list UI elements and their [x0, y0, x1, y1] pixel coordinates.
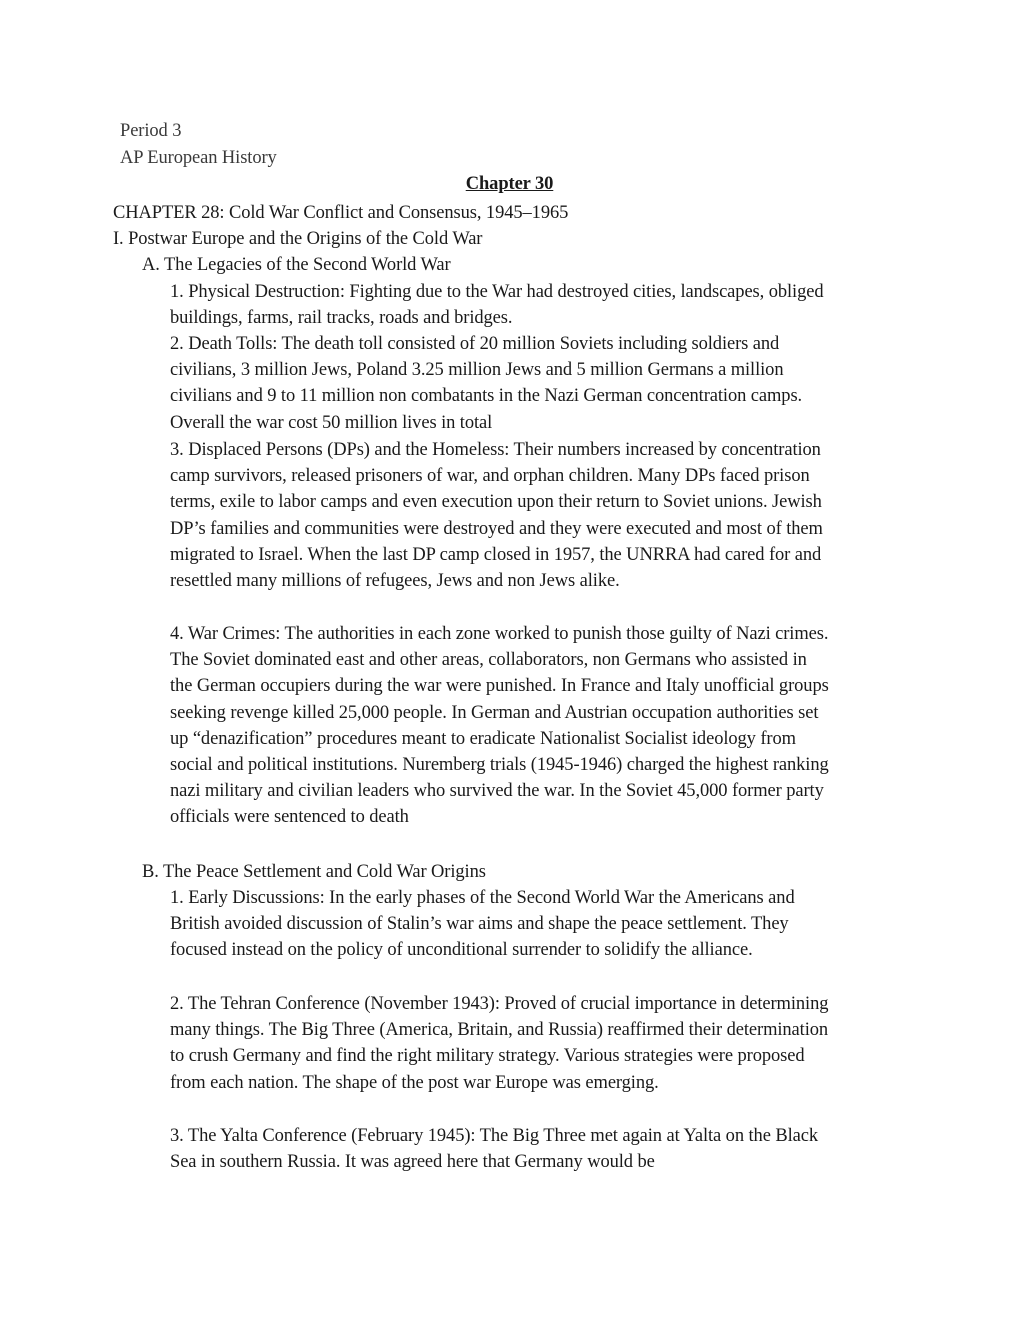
list-item: 2. The Tehran Conference (November 1943): Proved of crucial importance in determining many things. The Big Three (America, Britain, and Russia) reaffirmed their determination to crush Germany and find the right military strategy. Various strategies were proposed from each nation. The shape of the post war Europe was emerging.: [170, 994, 829, 1093]
list-item: 1. Early Discussions: In the early phases of the Second World War the Americans and British avoided discussion of Stalin’s war aims and shape the peace settlement. They focused instead on the policy of unconditional surrender to solidify the alliance.: [170, 888, 795, 961]
subsection-a-heading: A. The Legacies of the Second World War: [142, 255, 451, 275]
subsection-b-heading: B. The Peace Settlement and Cold War Origins: [142, 862, 486, 882]
chapter-heading: CHAPTER 28: Cold War Conflict and Consensus, 1945–1965: [113, 203, 569, 223]
course-label: AP European History: [120, 148, 277, 168]
document-title: Chapter 30: [465, 174, 554, 194]
list-item: 2. Death Tolls: The death toll consisted of 20 million Soviets including soldiers and civilians, 3 million Jews, Poland 3.25 million Jews and 5 million Germans a million civilians and 9 to 11 million non combatants in the Nazi German concentration camps. Overall the war cost 50 million lives in total: [170, 334, 803, 433]
section-heading: I. Postwar Europe and the Origins of the Cold War: [113, 229, 483, 249]
list-item: 3. The Yalta Conference (February 1945): The Big Three met again at Yalta on the Black Sea in southern Russia. It was agreed here that Germany would be: [170, 1126, 818, 1173]
list-item: 3. Displaced Persons (DPs) and the Homeless: Their numbers increased by concentration camp survivors, released prisoners of war, and orphan children. Many DPs faced prison terms, exile to labor camps and even execution upon their return to Soviet unions. Jewish DP’s families and communities were destroyed and they were executed and most of them migrated to Israel. When the last DP camp closed in 1957, the UNRRA had cared for and resettled many millions of refugees, Jews and non Jews alike.: [170, 440, 823, 592]
list-item: 1. Physical Destruction: Fighting due to the War had destroyed cities, landscapes, obliged buildings, farms, rail tracks, roads and bridges.: [170, 282, 824, 329]
period-label: Period 3: [120, 121, 182, 141]
list-item: 4. War Crimes: The authorities in each zone worked to punish those guilty of Nazi crimes. The Soviet dominated east and other areas, collaborators, non Germans who assisted in the German occupiers during the war were punished. In France and Italy unofficial groups seeking revenge killed 25,000 people. In German and Austrian occupation authorities set up “denazification” procedures meant to eradicate Nationalist Socialist ideology from social and political institutions. Nuremberg trials (1945-1946) charged the highest ranking nazi military and civilian leaders who survived the war. In the Soviet 45,000 former party officials were sentenced to death: [170, 624, 829, 828]
